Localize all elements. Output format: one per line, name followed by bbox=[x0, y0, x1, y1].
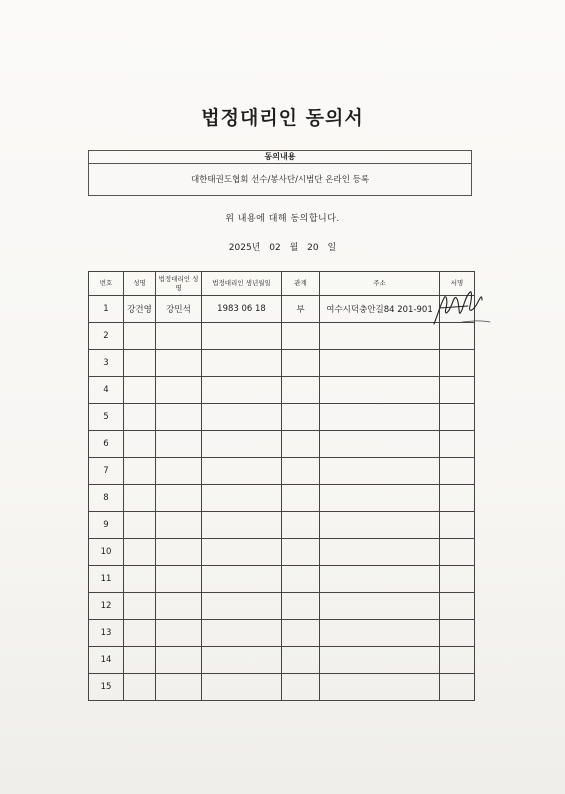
cell-name bbox=[124, 647, 156, 674]
cell-guardian-name bbox=[156, 647, 202, 674]
cell-guardian-name bbox=[156, 539, 202, 566]
cell-guardian-name bbox=[156, 566, 202, 593]
cell-guardian-birth bbox=[202, 593, 282, 620]
cell-name bbox=[124, 323, 156, 350]
cell-guardian-birth bbox=[202, 350, 282, 377]
cell-address bbox=[320, 566, 440, 593]
cell-address: 여수시덕충안길84 201-901 bbox=[320, 296, 440, 323]
date-month: 02 bbox=[269, 243, 281, 253]
cell-no: 3 bbox=[89, 350, 124, 377]
header-no: 번호 bbox=[89, 272, 124, 296]
cell-signature bbox=[440, 512, 475, 539]
cell-relation bbox=[282, 674, 320, 701]
document-title: 법정대리인 동의서 bbox=[201, 107, 364, 129]
cell-address bbox=[320, 431, 440, 458]
table-header-row bbox=[89, 272, 475, 296]
cell-relation bbox=[282, 539, 320, 566]
cell-no: 14 bbox=[89, 647, 124, 674]
cell-address bbox=[320, 512, 440, 539]
cell-guardian-birth bbox=[202, 485, 282, 512]
cell-signature bbox=[440, 296, 475, 323]
cell-no: 10 bbox=[89, 539, 124, 566]
consent-statement: 위 내용에 대해 동의합니다. bbox=[225, 214, 340, 224]
cell-guardian-birth bbox=[202, 323, 282, 350]
cell-name bbox=[124, 593, 156, 620]
cell-signature bbox=[440, 431, 475, 458]
cell-address bbox=[320, 377, 440, 404]
cell-relation bbox=[282, 350, 320, 377]
cell-guardian-name bbox=[156, 593, 202, 620]
cell-relation bbox=[282, 458, 320, 485]
cell-guardian-birth: 1983 06 18 bbox=[202, 296, 282, 323]
cell-no: 6 bbox=[89, 431, 124, 458]
cell-signature bbox=[440, 323, 475, 350]
cell-relation bbox=[282, 404, 320, 431]
cell-guardian-name bbox=[156, 512, 202, 539]
cell-guardian-name bbox=[156, 620, 202, 647]
cell-guardian-birth bbox=[202, 404, 282, 431]
cell-no: 7 bbox=[89, 458, 124, 485]
header-guardian-birth: 법정대리인 생년월일 bbox=[202, 272, 282, 296]
table-row bbox=[89, 620, 475, 647]
cell-address bbox=[320, 485, 440, 512]
cell-guardian-name bbox=[156, 377, 202, 404]
cell-guardian-birth bbox=[202, 566, 282, 593]
table-row bbox=[89, 539, 475, 566]
header-name: 성명 bbox=[124, 272, 156, 296]
cell-no: 8 bbox=[89, 485, 124, 512]
cell-signature bbox=[440, 377, 475, 404]
consent-box bbox=[88, 150, 472, 196]
cell-address bbox=[320, 323, 440, 350]
cell-guardian-birth bbox=[202, 539, 282, 566]
cell-address bbox=[320, 647, 440, 674]
date-day-unit: 일 bbox=[327, 243, 337, 253]
date-day: 20 bbox=[307, 243, 319, 253]
table-row bbox=[89, 485, 475, 512]
cell-name bbox=[124, 350, 156, 377]
cell-guardian-name bbox=[156, 350, 202, 377]
cell-no: 11 bbox=[89, 566, 124, 593]
cell-guardian-name bbox=[156, 485, 202, 512]
cell-relation bbox=[282, 485, 320, 512]
cell-name bbox=[124, 539, 156, 566]
cell-guardian-name bbox=[156, 458, 202, 485]
consent-header: 동의내용 bbox=[89, 151, 471, 164]
cell-address bbox=[320, 593, 440, 620]
table-row bbox=[89, 431, 475, 458]
cell-name: 강건영 bbox=[124, 296, 156, 323]
cell-signature bbox=[440, 350, 475, 377]
cell-no: 9 bbox=[89, 512, 124, 539]
cell-address bbox=[320, 620, 440, 647]
cell-no: 13 bbox=[89, 620, 124, 647]
table-row bbox=[89, 404, 475, 431]
cell-guardian-birth bbox=[202, 620, 282, 647]
header-address: 주소 bbox=[320, 272, 440, 296]
cell-address bbox=[320, 350, 440, 377]
cell-signature bbox=[440, 458, 475, 485]
cell-signature bbox=[440, 566, 475, 593]
cell-guardian-name bbox=[156, 404, 202, 431]
cell-name bbox=[124, 674, 156, 701]
cell-guardian-name bbox=[156, 674, 202, 701]
header-guardian-name: 법정대리인 성명 bbox=[156, 272, 202, 296]
cell-guardian-birth bbox=[202, 458, 282, 485]
cell-address bbox=[320, 404, 440, 431]
cell-relation bbox=[282, 566, 320, 593]
cell-no: 4 bbox=[89, 377, 124, 404]
cell-name bbox=[124, 512, 156, 539]
cell-no: 2 bbox=[89, 323, 124, 350]
cell-name bbox=[124, 431, 156, 458]
cell-no: 12 bbox=[89, 593, 124, 620]
cell-relation bbox=[282, 620, 320, 647]
cell-signature bbox=[440, 620, 475, 647]
cell-signature bbox=[440, 485, 475, 512]
cell-relation bbox=[282, 377, 320, 404]
table-row bbox=[89, 674, 475, 701]
guardian-table bbox=[88, 271, 475, 701]
cell-relation bbox=[282, 512, 320, 539]
table-row bbox=[89, 377, 475, 404]
cell-no: 15 bbox=[89, 674, 124, 701]
cell-signature bbox=[440, 674, 475, 701]
cell-guardian-birth bbox=[202, 512, 282, 539]
cell-relation bbox=[282, 323, 320, 350]
table-row bbox=[89, 458, 475, 485]
cell-signature bbox=[440, 539, 475, 566]
cell-guardian-birth bbox=[202, 431, 282, 458]
cell-guardian-birth bbox=[202, 377, 282, 404]
table-row bbox=[89, 593, 475, 620]
cell-relation: 부 bbox=[282, 296, 320, 323]
table-row bbox=[89, 296, 475, 323]
cell-guardian-birth bbox=[202, 647, 282, 674]
table-row bbox=[89, 647, 475, 674]
cell-no: 5 bbox=[89, 404, 124, 431]
date-month-unit: 월 bbox=[289, 243, 299, 253]
cell-name bbox=[124, 620, 156, 647]
cell-address bbox=[320, 458, 440, 485]
cell-relation bbox=[282, 431, 320, 458]
signing-date bbox=[0, 240, 565, 253]
cell-guardian-name: 강민석 bbox=[156, 296, 202, 323]
table-row bbox=[89, 566, 475, 593]
cell-address bbox=[320, 674, 440, 701]
table-row bbox=[89, 350, 475, 377]
cell-relation bbox=[282, 647, 320, 674]
cell-signature bbox=[440, 404, 475, 431]
cell-guardian-name bbox=[156, 431, 202, 458]
cell-guardian-name bbox=[156, 323, 202, 350]
table-row bbox=[89, 323, 475, 350]
cell-guardian-birth bbox=[202, 674, 282, 701]
consent-content: 대한태권도협회 선수/봉사단/시범단 온라인 등록 bbox=[190, 175, 370, 185]
date-year: 2025년 bbox=[228, 243, 261, 253]
cell-no: 1 bbox=[89, 296, 124, 323]
table-row bbox=[89, 512, 475, 539]
cell-name bbox=[124, 485, 156, 512]
cell-name bbox=[124, 566, 156, 593]
header-relation: 관계 bbox=[282, 272, 320, 296]
cell-relation bbox=[282, 593, 320, 620]
cell-signature bbox=[440, 647, 475, 674]
header-signature: 서명 bbox=[440, 272, 475, 296]
cell-name bbox=[124, 377, 156, 404]
cell-signature bbox=[440, 593, 475, 620]
cell-name bbox=[124, 404, 156, 431]
cell-name bbox=[124, 458, 156, 485]
cell-address bbox=[320, 539, 440, 566]
